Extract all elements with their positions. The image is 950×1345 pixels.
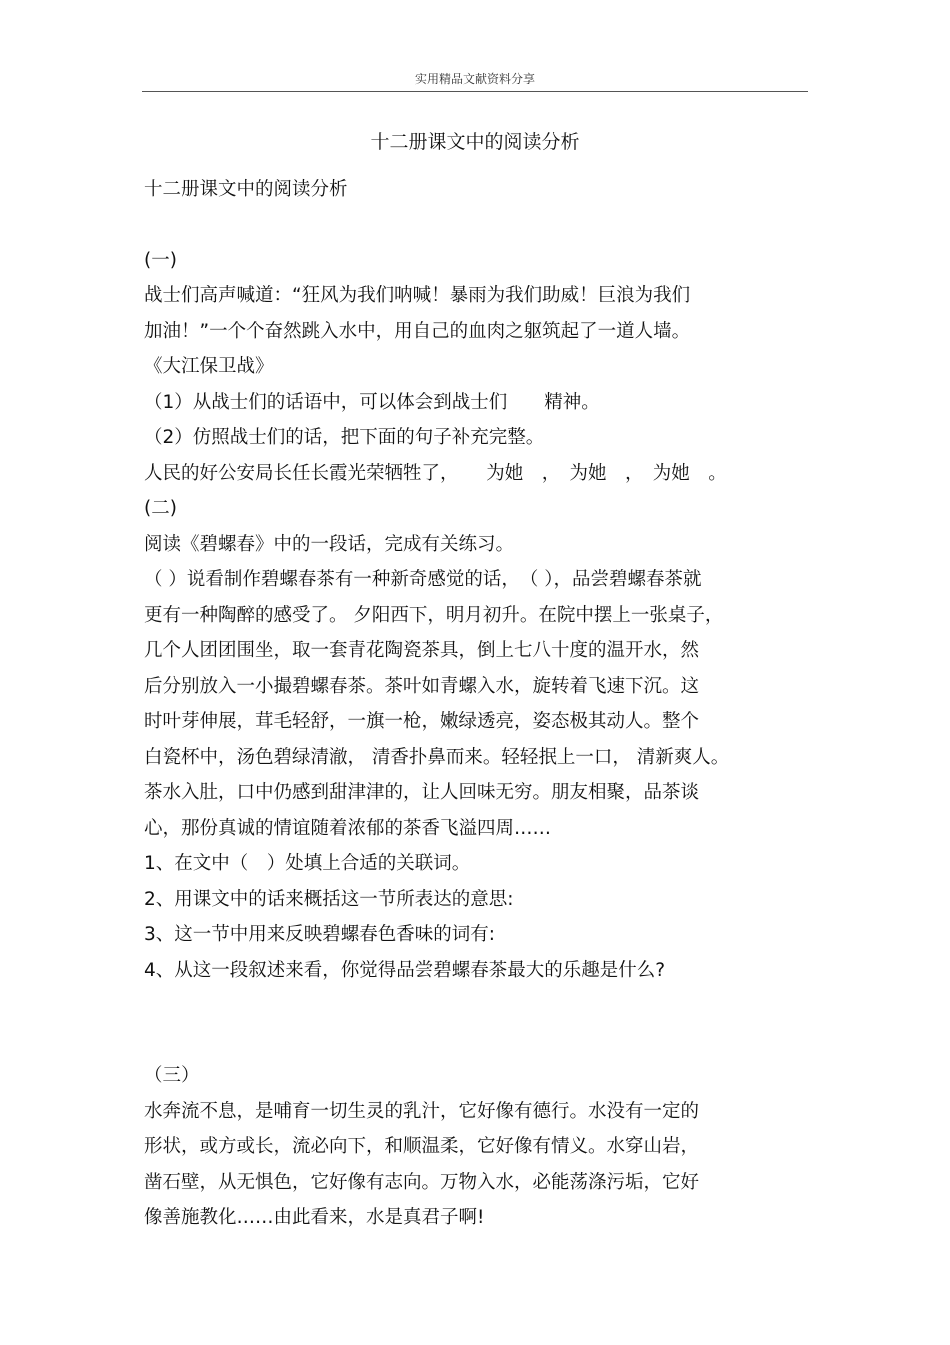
question-line: 2、用课文中的话来概括这一节所表达的意思: bbox=[144, 888, 514, 910]
document-title: 十二册课文中的阅读分析 bbox=[370, 131, 580, 153]
text-line: 几个人团团围坐，取一套青花陶瓷茶具，倒上七八十度的温开水，然 bbox=[144, 640, 700, 661]
text-line: （ ）说看制作碧螺春茶有一种新奇感觉的话， （ ），品尝碧螺春茶就 bbox=[144, 569, 702, 590]
text-line: 凿石壁，从无惧色，它好像有志向。万物入水，必能荡涤污垢，它好 bbox=[144, 1171, 700, 1193]
header-rule bbox=[142, 91, 808, 92]
document-body bbox=[144, 172, 808, 1236]
page-header: 实用精品文献资料分享 bbox=[414, 72, 535, 86]
section-heading: (一) bbox=[144, 249, 177, 271]
text-line: 时叶芽伸展，茸毛轻舒，一旗一枪，嫩绿透亮，姿态极其动人。整个 bbox=[144, 711, 700, 732]
text-line: 人民的好公安局长任长霞光荣牺牲了， 为她 ， 为她 ， 为她 。 bbox=[144, 462, 727, 484]
document-subtitle: 十二册课文中的阅读分析 bbox=[144, 179, 348, 200]
text-line: 战士们高声喊道：“狂风为我们呐喊！暴雨为我们助威！巨浪为我们 bbox=[144, 285, 691, 306]
text-line: 白瓷杯中，汤色碧绿清澈， 清香扑鼻而来。轻轻抿上一口， 清新爽人。 bbox=[144, 746, 730, 768]
text-line: 像善施教化……由此看来，水是真君子啊! bbox=[144, 1207, 485, 1228]
section-heading: （三） bbox=[144, 1065, 200, 1086]
text-line: 更有一种陶醉的感受了。 夕阳西下，明月初升。在院中摆上一张桌子， bbox=[144, 604, 724, 626]
question-line: （2）仿照战士们的话，把下面的句子补充完整。 bbox=[144, 427, 545, 448]
question-line: （1）从战士们的话语中，可以体会到战士们 精神。 bbox=[144, 391, 600, 413]
text-line: 心，那份真诚的情谊随着浓郁的茶香飞溢四周…… bbox=[144, 817, 552, 839]
text-line: 阅读《碧螺春》中的一段话，完成有关练习。 bbox=[144, 533, 515, 555]
question-line: 3、这一节中用来反映碧螺春色香味的词有: bbox=[144, 924, 496, 945]
text-line: 形状，或方或长，流必向下，和顺温柔，它好像有情义。水穿山岩， bbox=[144, 1136, 700, 1157]
text-line: 茶水入肚，口中仍感到甜津津的，让人回味无穷。朋友相聚，品茶谈 bbox=[144, 782, 700, 803]
text-line: 《大江保卫战》 bbox=[144, 356, 274, 377]
text-line: 水奔流不息，是哺育一切生灵的乳汁，它好像有德行。水没有一定的 bbox=[144, 1100, 700, 1122]
text-line: 加油！”一个个奋然跳入水中，用自己的血肉之躯筑起了一道人墙。 bbox=[144, 320, 691, 342]
text-line: 后分别放入一小撮碧螺春茶。茶叶如青螺入水，旋转着飞速下沉。这 bbox=[144, 675, 700, 697]
section-heading: (二) bbox=[144, 498, 177, 519]
question-line: 1、在文中（ ）处填上合适的关联词。 bbox=[144, 853, 471, 874]
question-line: 4、从这一段叙述来看，你觉得品尝碧螺春茶最大的乐趣是什么? bbox=[144, 959, 666, 981]
